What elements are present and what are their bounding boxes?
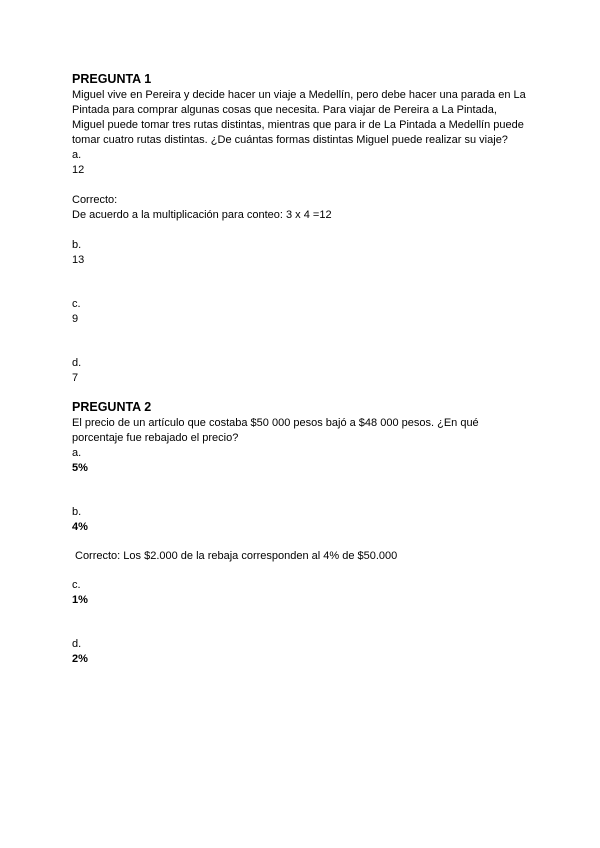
q2-option-a — [72, 446, 532, 476]
question-1-title: PREGUNTA 1 — [72, 72, 152, 86]
question-2-text: El precio de un artículo que costaba $50 000 pesos bajó a $48 000 pesos. ¿En qué porcentaje fue rebajado el precio? — [72, 417, 479, 444]
q2-feedback-text: Correcto: Los $2.000 de la rebaja corresponden al 4% de $50.000 — [75, 550, 398, 562]
q1-option-d-value: 7 — [72, 372, 79, 384]
q1-option-c-letter: c. — [72, 298, 81, 310]
q1-option-b-value: 13 — [72, 254, 85, 266]
q1-feedback-label: Correcto: — [72, 194, 118, 206]
q1-feedback — [72, 193, 532, 223]
q2-feedback — [72, 549, 532, 564]
q2-option-a-value: 5% — [72, 462, 88, 474]
q1-option-d-letter: d. — [72, 357, 82, 369]
q2-option-d — [72, 637, 532, 667]
question-1-text: Miguel vive en Pereira y decide hacer un viaje a Medellín, pero debe hacer una parada en La Pintada para comprar algunas cosas que necesita. Para viajar de Pereira a La Pintada, Miguel puede tomar tres rutas distintas, mientras que para ir de La Pintada a Medellín puede tomar cuatro rutas distintas. ¿De cuántas formas distintas Miguel puede realizar su viaje? — [72, 89, 526, 146]
q2-option-a-letter: a. — [72, 447, 82, 459]
q1-option-c — [72, 297, 532, 327]
q2-option-c-value: 1% — [72, 594, 88, 606]
q1-option-b — [72, 238, 532, 268]
q2-option-b-letter: b. — [72, 506, 82, 518]
q2-option-c — [72, 578, 532, 608]
q1-option-d — [72, 356, 532, 386]
q1-feedback-text: De acuerdo a la multiplicación para conteo: 3 x 4 =12 — [72, 209, 332, 221]
q2-option-d-letter: d. — [72, 638, 82, 650]
q2-option-b — [72, 505, 532, 535]
q2-option-c-letter: c. — [72, 579, 81, 591]
question-2 — [72, 400, 532, 667]
document-page — [72, 72, 532, 667]
q1-option-b-letter: b. — [72, 239, 82, 251]
q1-option-a — [72, 148, 532, 178]
q1-option-a-letter: a. — [72, 149, 82, 161]
q1-option-c-value: 9 — [72, 313, 79, 325]
question-1 — [72, 72, 532, 386]
q2-option-b-value: 4% — [72, 521, 88, 533]
question-2-title: PREGUNTA 2 — [72, 400, 152, 414]
q1-option-a-value: 12 — [72, 164, 85, 176]
q2-option-d-value: 2% — [72, 653, 88, 665]
